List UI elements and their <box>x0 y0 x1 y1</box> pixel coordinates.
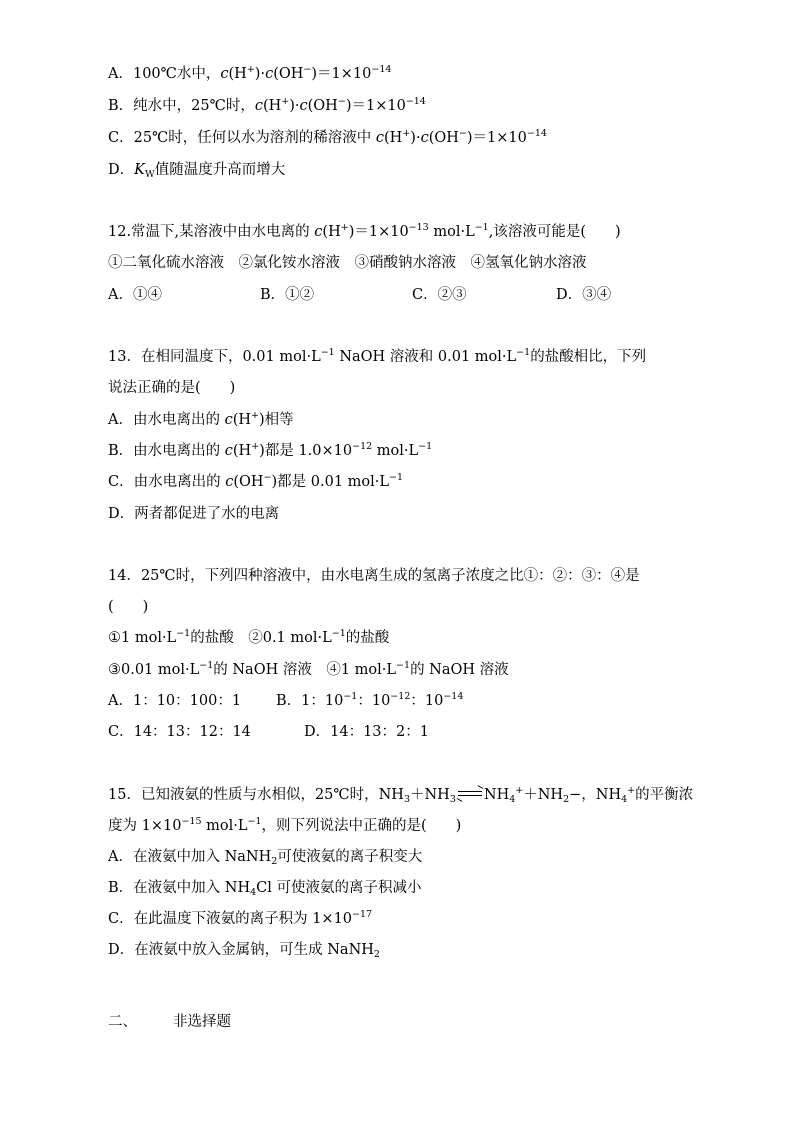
q13-option-b: B．由水电离出的 c(H+)都是 $1.0\times 10^{-12}$ $mol\cdot L^{-1}$ <box>108 441 433 459</box>
q13-stem: 13．在相同温度下，0.01 $mol\cdot L^{-1}$ NaOH 溶液和 0.01 $mol\cdot L^{-1}$的盐酸相比，下列 <box>108 347 647 365</box>
q15-option-d: D．在液氨中放入金属钠，可生成 NaNH$_2$ <box>108 942 380 960</box>
q11-option-d: D．$K_W$值随温度升高而增大 <box>108 162 286 180</box>
q14-solutions-3-4: ③0.01 $mol\cdot L^{-1}$的 NaOH 溶液 ④1 $mol\cdot L^{-1}$的 NaOH 溶液 <box>108 660 509 678</box>
q11-option-b: B．纯水中，25℃时，$c(H^+)\cdot c(OH^-)=1\times 10^{-14}$ <box>108 96 426 114</box>
equilibrium-arrow-icon <box>456 787 484 801</box>
q14-stem: 14．25℃时，下列四种溶液中，由水电离生成的氢离子浓度之比①：②：③：④是 <box>108 568 640 584</box>
q15-stem: 15．已知液氨的性质与水相似，25℃时，$NH_3+NH_3$ $NH_4^++NH_2-$，$NH_4^+$的平衡浓 <box>108 785 694 805</box>
q14-option-d: D．14：13：2：1 <box>304 724 429 740</box>
section-title: 非选择题 <box>173 1014 231 1030</box>
q12-option-a: A．①④ <box>108 287 162 303</box>
section-heading <box>108 1012 267 1032</box>
q12-stem: 12.常温下,某溶液中由水电离的 $c(H^+)=1\times 10^{-13}$ $mol\cdot L^{-1}$,该溶液可能是( ) <box>108 222 621 240</box>
section-number: 二、 <box>108 1014 137 1030</box>
q13-stem-line2: 说法正确的是( ) <box>108 380 236 396</box>
q14-solutions-1-2: ①1 $mol\cdot L^{-1}$的盐酸 ②0.1 $mol\cdot L^{-1}$的盐酸 <box>108 628 390 646</box>
q15-stem-line2: 度为 $1\times 10^{-15}$ $mol\cdot L^{-1}$，则下列说法中正确的是( ) <box>108 816 462 834</box>
q14-option-b: B．1：$10^{-1}$：$10^{-12}$：$10^{-14}$ <box>276 691 464 709</box>
q13-option-c: C．由水电离出的 c(OH−)都是 0.01 $mol\cdot L^{-1}$ <box>108 472 404 490</box>
q13-option-a: A．由水电离出的 c(H+)相等 <box>108 410 294 428</box>
q14-option-c: C．14：13：12：14 <box>108 724 251 740</box>
q13-option-d: D．两者都促进了水的电离 <box>108 506 280 522</box>
q12-solutions: ①二氧化硫水溶液 ②氯化铵水溶液 ③硝酸钠水溶液 ④氢氧化钠水溶液 <box>108 255 587 271</box>
q12-option-c: C．②③ <box>412 287 467 303</box>
q14-stem-line2: ( ) <box>108 599 149 615</box>
q11-option-a: A．100℃水中，$c(H^+)\cdot c(OH^-)=1\times 10^{-14}$ <box>108 64 392 82</box>
q12-option-b: B．①② <box>260 287 315 303</box>
q12-option-d: D．③④ <box>556 287 612 303</box>
q15-option-a: A．在液氨中加入 NaNH$_2$可使液氨的离子积变大 <box>108 849 423 867</box>
q15-option-c: C．在此温度下液氨的离子积为 $1\times 10^{-17}$ <box>108 909 373 927</box>
q15-option-b: B．在液氨中加入 $NH_4Cl$ 可使液氨的离子积减小 <box>108 880 422 898</box>
q14-option-a: A．1：10：100：1 <box>108 693 242 709</box>
q11-option-c: C．25℃时，任何以水为溶剂的稀溶液中 $c(H^+)\cdot c(OH^-)=1\times 10^{-14}$ <box>108 128 547 146</box>
